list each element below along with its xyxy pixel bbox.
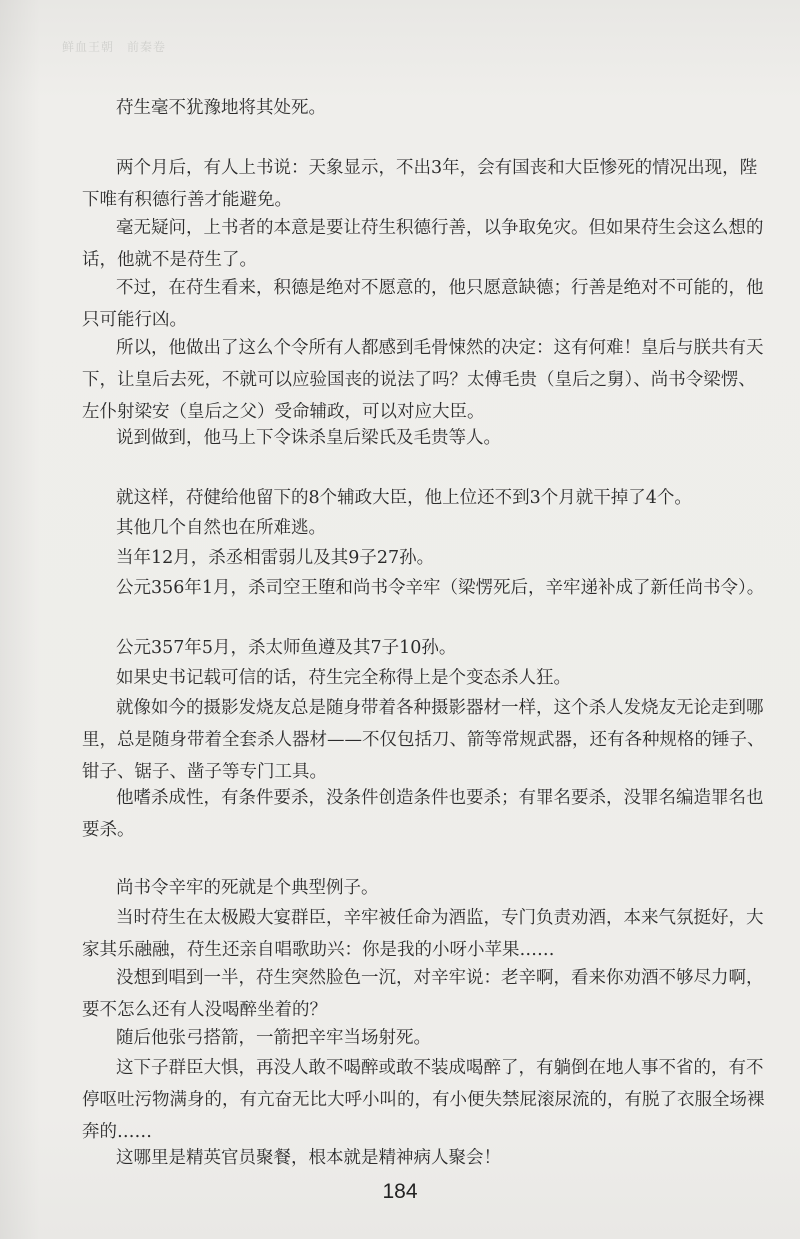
paragraph-11: 公元357年5月，杀太师鱼遵及其7子10孙。 <box>116 638 457 658</box>
paragraph-4: 不过，在苻生看来，积德是绝对不愿意的，他只愿意缺德；行善是绝对不可能的，他只可能行凶。 <box>82 278 764 330</box>
paragraph-16: 当时苻生在太极殿大宴群臣，辛牢被任命为酒监，专门负责劝酒，本来气氛挺好，大家其乐融融，苻生还亲自唱歌助兴：你是我的小呀小苹果…… <box>82 908 764 960</box>
paragraph-18: 随后他张弓搭箭，一箭把辛牢当场射死。 <box>116 1028 431 1048</box>
paragraph-8: 其他几个自然也在所难逃。 <box>116 518 326 538</box>
paragraph-19: 这下子群臣大惧，再没人敢不喝醉或敢不装成喝醉了，有躺倒在地人事不省的，有不停呕吐污物满身的，有亢奋无比大呼小叫的，有小便失禁屁滚尿流的，有脱了衣服全场裸奔的…… <box>82 1058 765 1142</box>
paragraph-5: 所以，他做出了这么个令所有人都感到毛骨悚然的决定：这有何难！皇后与朕共有天下，让皇后去死，不就可以应验国丧的说法了吗？太傅毛贵（皇后之舅）、尚书令梁愣、左仆射梁安（皇后之父）受命辅政，可以对应大臣。 <box>82 338 764 422</box>
running-header: 鲜血王朝 前秦卷 <box>62 40 167 52</box>
paragraph-15: 尚书令辛牢的死就是个典型例子。 <box>116 878 379 898</box>
paragraph-14: 他嗜杀成性，有条件要杀，没条件创造条件也要杀；有罪名要杀，没罪名编造罪名也要杀。 <box>82 788 764 840</box>
page-number: 184 <box>382 1180 418 1203</box>
paragraph-6: 说到做到，他马上下令诛杀皇后梁氏及毛贵等人。 <box>116 428 501 448</box>
paragraph-7: 就这样，苻健给他留下的8个辅政大臣，他上位还不到3个月就干掉了4个。 <box>116 488 692 508</box>
paragraph-17: 没想到唱到一半，苻生突然脸色一沉，对辛牢说：老辛啊，看来你劝酒不够尽力啊，要不怎么还有人没喝醉坐着的？ <box>82 968 764 1020</box>
paragraph-12: 如果史书记载可信的话，苻生完全称得上是个变态杀人狂。 <box>116 668 571 688</box>
paragraph-9: 当年12月，杀丞相雷弱儿及其9子27孙。 <box>116 548 435 568</box>
paragraph-3: 毫无疑问，上书者的本意是要让苻生积德行善，以争取免灾。但如果苻生会这么想的话，他就不是苻生了。 <box>82 218 764 270</box>
paragraph-1: 苻生毫不犹豫地将其处死。 <box>116 98 326 118</box>
paragraph-2: 两个月后，有人上书说：天象显示，不出3年，会有国丧和大臣惨死的情况出现，陛下唯有积德行善才能避免。 <box>82 158 758 210</box>
paragraph-13: 就像如今的摄影发烧友总是随身带着各种摄影器材一样，这个杀人发烧友无论走到哪里，总是随身带着全套杀人器材——不仅包括刀、箭等常规武器，还有各种规格的锤子、钳子、锯子、凿子等专门工具。 <box>82 698 765 782</box>
paragraph-10: 公元356年1月，杀司空王堕和尚书令辛牢（梁愣死后，辛牢递补成了新任尚书令）。 <box>116 578 765 598</box>
paragraph-20: 这哪里是精英官员聚餐，根本就是精神病人聚会！ <box>116 1148 501 1168</box>
